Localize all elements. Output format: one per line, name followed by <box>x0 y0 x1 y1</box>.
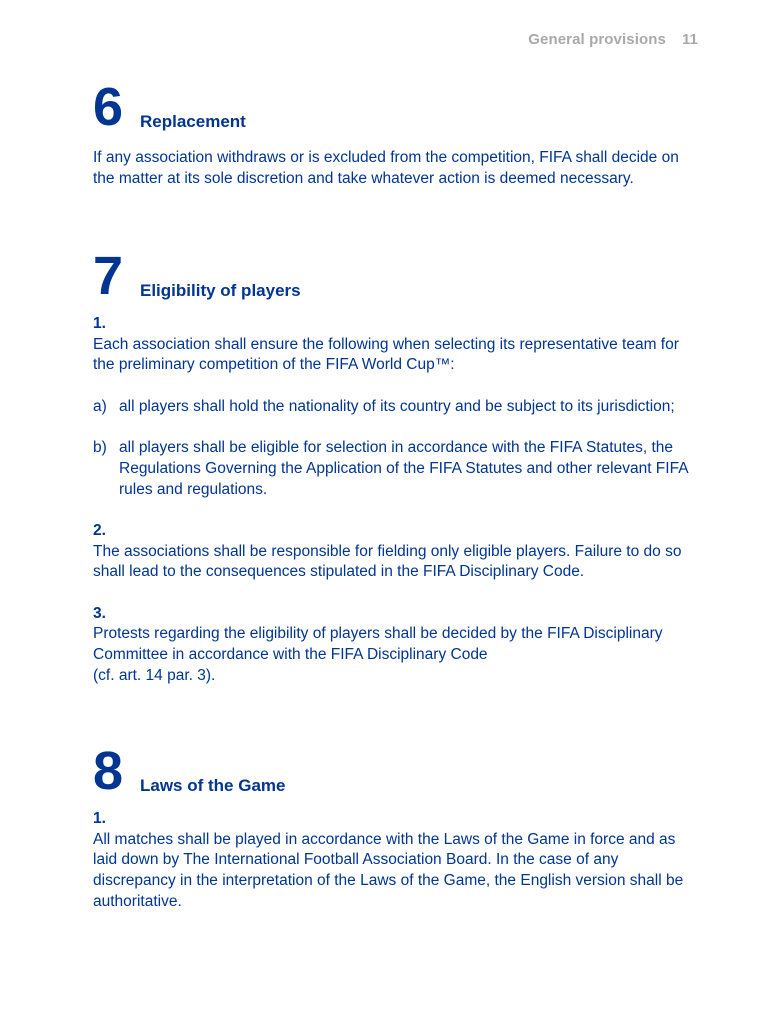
article-heading <box>93 246 693 306</box>
paragraph-text: All matches shall be played in accordance with the Laws of the Game in force and as laid down by The International Football Association Board. In the case of any discrepancy in the interpretation of the Laws of the Game, the English version shall be authoritative. <box>93 830 684 910</box>
list-item-text: all players shall be eligible for selection in accordance with the FIFA Statutes, the Regulations Governing the Application of the FIFA Statutes and other relevant FIFA rules and regulations. <box>119 439 688 498</box>
paragraph-number: 1. <box>93 315 106 332</box>
paragraph-number: 1. <box>93 810 106 827</box>
article-6 <box>93 77 693 189</box>
paragraph-number: 3. <box>93 604 106 622</box>
paragraph-text: Each association shall ensure the following when selecting its representative team for the preliminary competition of the FIFA World Cup™: <box>93 335 679 374</box>
list-item-text: all players shall hold the nationality of its country and be subject to its jurisdiction; <box>119 397 675 415</box>
article-number: 7 <box>93 246 124 306</box>
list-marker: a) <box>93 397 107 415</box>
paragraph-text-continued: (cf. art. 14 par. 3). <box>93 666 216 684</box>
paragraph-text: The associations shall be responsible for fielding only eligible players. Failure to do so shall lead to the consequences stipulated in the FIFA Disciplinary Code. <box>93 542 682 581</box>
article-8 <box>93 741 693 913</box>
article-number: 6 <box>93 77 124 137</box>
paragraph-number: 2. <box>93 521 106 539</box>
page-number: 11 <box>681 31 698 48</box>
article-title: Eligibility of players <box>140 281 301 300</box>
article-heading <box>93 741 693 801</box>
running-header <box>528 31 698 48</box>
article-title: Laws of the Game <box>140 776 286 795</box>
paragraph-text: Protests regarding the eligibility of players shall be decided by the FIFA Disciplinary Committee in accordance with the FIFA Disciplinary Code <box>93 625 663 664</box>
list-item <box>93 438 693 500</box>
list-marker: b) <box>93 439 107 457</box>
article-number: 8 <box>93 741 124 801</box>
article-title: Replacement <box>140 112 246 131</box>
section-title: General provisions <box>528 31 666 48</box>
article-7 <box>93 246 693 687</box>
article-text: If any association withdraws or is excluded from the competition, FIFA shall decide on the matter at its sole discretion and take whatever action is deemed necessary. <box>93 149 679 187</box>
article-heading <box>93 77 693 137</box>
list-item <box>93 397 693 418</box>
